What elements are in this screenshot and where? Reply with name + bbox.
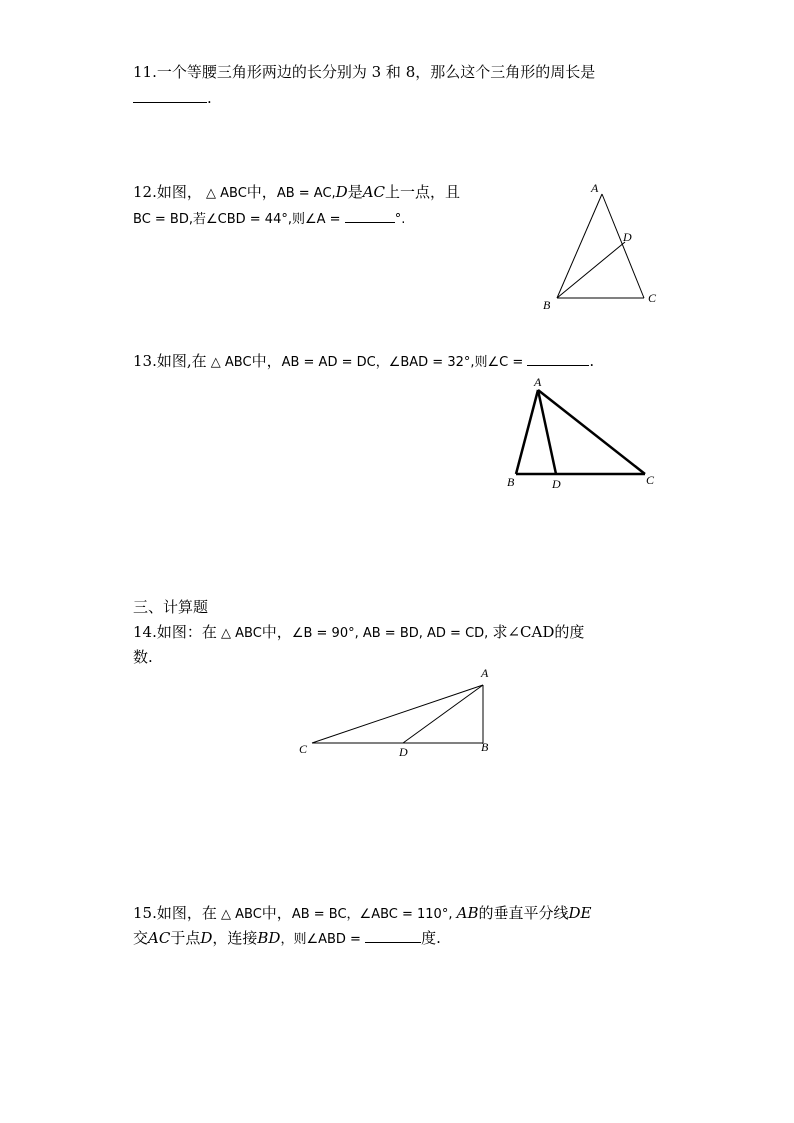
q15-line2b: 于点 xyxy=(170,929,201,947)
q14-line2-text: 数. xyxy=(133,648,153,666)
fig12-side-ab xyxy=(557,194,602,298)
q12-prefix: 12.如图， xyxy=(133,183,202,201)
q15-line2c: ，连接 xyxy=(212,929,258,947)
q15-zh: 中， xyxy=(261,904,292,922)
q12-line2 xyxy=(133,208,405,230)
fig14-label-c: C xyxy=(299,742,308,756)
q15-answer-blank[interactable] xyxy=(365,928,421,943)
q13-line1 xyxy=(133,351,594,373)
fig14-label-d: D xyxy=(399,745,408,759)
q15-segment-de: DE xyxy=(568,904,592,922)
fig12-label-a: A xyxy=(591,181,599,195)
fig13-label-d: D xyxy=(552,477,561,491)
q14-line2 xyxy=(133,647,153,667)
q14-prefix: 14.如图：在 xyxy=(133,623,217,641)
q12-answer-blank[interactable] xyxy=(345,208,395,223)
q12-condition2: BC = BD,若∠CBD = 44°,则∠A = xyxy=(133,212,345,227)
fig14-label-a: A xyxy=(481,666,489,680)
fig13-label-c: C xyxy=(646,473,655,487)
fig14-label-b: B xyxy=(481,740,489,754)
section-heading xyxy=(133,597,208,617)
section-title: 三、计算题 xyxy=(133,598,209,616)
figure-q14 xyxy=(295,665,510,765)
q12-point-d: D xyxy=(335,183,348,201)
q12-zh: 中， xyxy=(246,183,277,201)
q12-is: 是 xyxy=(347,183,363,201)
fig12-segment-bd xyxy=(557,242,625,298)
q15-prefix: 15.如图，在 xyxy=(133,904,217,922)
q12-segment-ac: AC xyxy=(362,183,386,201)
fig14-side-ca xyxy=(312,685,483,743)
q15-mid: 的垂直平分线 xyxy=(478,904,569,922)
q11-text: 11.一个等腰三角形两边的长分别为 3 和 8，那么这个三角形的周长是 xyxy=(133,63,596,81)
q15-segment-ab: AB xyxy=(456,904,479,922)
fig12-label-b: B xyxy=(543,298,551,312)
q15-line2a: 交 xyxy=(133,929,149,947)
q11-line1 xyxy=(133,62,595,82)
q15-line2 xyxy=(133,928,441,950)
q12-triangle: △ ABC xyxy=(201,186,247,201)
q13-answer-blank[interactable] xyxy=(527,351,589,366)
q15-segment-bd: BD xyxy=(257,929,281,947)
q11-tail: . xyxy=(207,89,212,107)
fig12-side-ac xyxy=(602,194,644,298)
fig13-label-a: A xyxy=(534,375,542,389)
q15-tail: 度. xyxy=(421,929,441,947)
q15-segment-ac: AC xyxy=(148,929,171,947)
q13-prefix: 13.如图,在 xyxy=(133,352,207,370)
fig13-label-b: B xyxy=(507,475,515,489)
q13-condition: AB = AD = DC，∠BAD = 32°,则∠C = xyxy=(281,355,528,370)
figure-q12 xyxy=(540,180,670,315)
q12-line1 xyxy=(133,182,460,204)
q13-tail: . xyxy=(589,352,595,370)
fig12-label-d: D xyxy=(623,230,632,244)
q13-triangle: △ ABC xyxy=(206,355,252,370)
q12-rest: 上一点，且 xyxy=(385,183,461,201)
figure-q13 xyxy=(500,372,665,492)
fig12-label-c: C xyxy=(648,291,657,305)
q11-line2 xyxy=(133,88,212,108)
q12-tail: °. xyxy=(394,212,406,227)
fig14-segment-ad xyxy=(403,685,483,743)
q14-triangle: △ ABC xyxy=(216,626,262,641)
q14-zh: 中， xyxy=(261,623,292,641)
q14-condition: ∠B = 90°, AB = BD, AD = CD, xyxy=(291,626,493,641)
q14-ask: 求∠CAD的度 xyxy=(492,623,585,641)
q15-condition: AB = BC，∠ABC = 110°, xyxy=(291,907,457,922)
q13-zh: 中， xyxy=(251,352,282,370)
q11-answer-blank[interactable] xyxy=(133,88,207,103)
q15-triangle: △ ABC xyxy=(216,907,262,922)
q12-condition: AB = AC, xyxy=(276,186,336,201)
q15-line1 xyxy=(133,903,591,925)
q15-line2d: ，则∠ABD = xyxy=(280,932,366,947)
q15-point-d: D xyxy=(200,929,213,947)
q14-line1 xyxy=(133,622,584,644)
fig13-side-ab xyxy=(516,390,538,474)
